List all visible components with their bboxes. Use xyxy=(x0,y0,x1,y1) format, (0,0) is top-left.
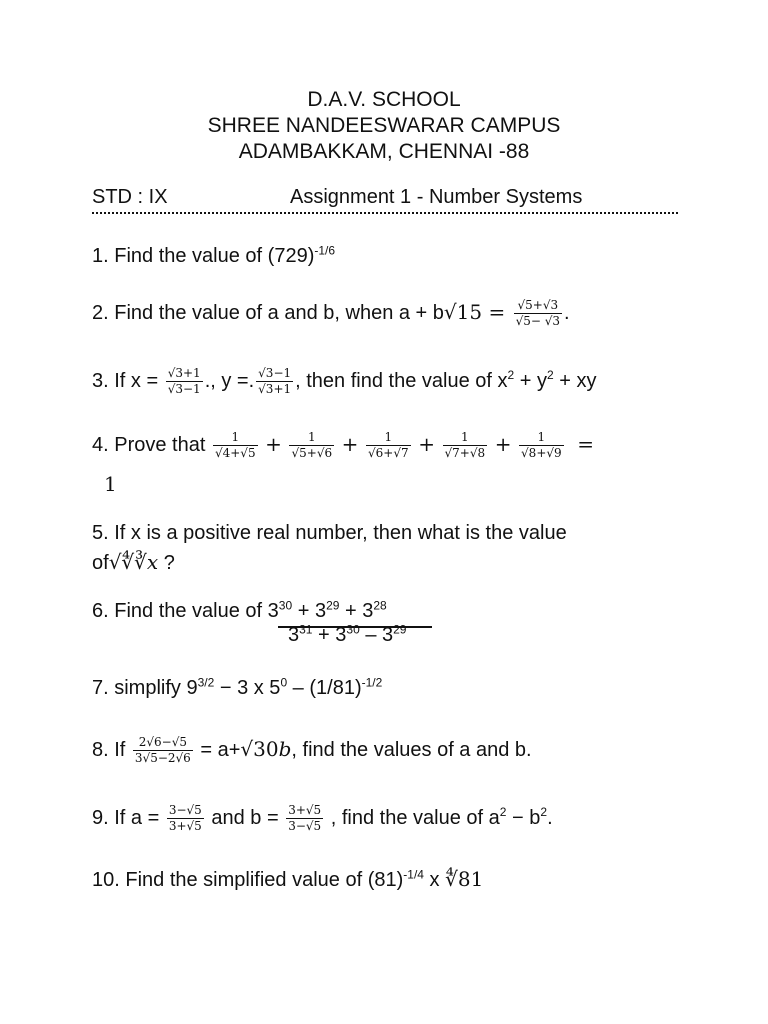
header-divider xyxy=(92,212,678,214)
school-address: ADAMBAKKAM, CHENNAI -88 xyxy=(238,140,530,163)
question-7: 7. simplify $9^{3/2} - 3$ x $5^0 - (1/81)^{-1/2}$ xyxy=(92,675,383,699)
fraction: $\frac{1}{√5+√6}$ xyxy=(291,430,333,460)
question-8: 8. If $\frac{2√6-√5}{3√5-2√6}$ = a+√30b, find the values of a and b. xyxy=(92,735,532,765)
fraction: $\frac{3-√5}{3+√5}$ xyxy=(168,803,202,833)
campus-name: SHREE NANDEESWARAR CAMPUS xyxy=(207,114,561,137)
fraction: $\frac{1}{√4+√5}$ xyxy=(214,430,256,460)
fraction: $\frac{√3+1}{√3-1}$ xyxy=(167,366,201,396)
assignment-title: Assignment 1 - Number Systems xyxy=(290,186,583,208)
fraction: $\frac{1}{√7+√8}$ xyxy=(444,430,486,460)
question-5-line-2: of√∜∛x ? xyxy=(92,550,175,574)
question-4: 4. Prove that $\frac{1}{√4+√5}$ + $\frac{1}{√5+√6}$ + $\frac{1}{√6+√7}$ + $\frac{1}{√7+√8}$ + $\frac{1}{√8+√9}$ = xyxy=(92,430,594,460)
question-3: 3. If x = $\frac{√3+1}{√3-1}$ ., y =. $\frac{√3-1}{√3+1}$ , then find the value of $x^2 + y^2$ + xy xyxy=(92,366,597,396)
question-10: 10. Find the simplified value of $(81)^{-1/4}$ x ∜81 xyxy=(92,867,484,891)
fraction: $\frac{√3-1}{√3+1}$ xyxy=(258,366,292,396)
question-4-result: 1 xyxy=(104,472,117,496)
question-9: 9. If a = $\frac{3-√5}{3+√5}$ and b = $\frac{3+√5}{3-√5}$ , find the value of $a^2 - b^2$. xyxy=(92,803,553,833)
question-2: 2. Find the value of a and b, when a + b√15 = $\frac{√5+√3}{√5- √3}$ . xyxy=(92,298,570,328)
school-name: D.A.V. SCHOOL xyxy=(307,88,461,111)
fraction: $\frac{√5+√3}{√5- √3}$ xyxy=(515,298,561,328)
fraction: $\frac{3+√5}{3-√5}$ xyxy=(288,803,322,833)
question-6-denominator: $3^{31} + 3^{30} - 3^{29}$ xyxy=(288,622,407,646)
fraction: $\frac{2√6-√5}{3√5-2√6}$ xyxy=(134,735,191,765)
std-label: STD : IX xyxy=(92,186,168,208)
fraction: $\frac{1}{√8+√9}$ xyxy=(521,430,562,460)
question-6: 6. Find the value of $3^{30} + 3^{29} + 3^{28}$ xyxy=(92,598,387,622)
question-1: 1. Find the value of $(729)^{-1/6}$ xyxy=(92,243,336,267)
fraction: $\frac{1}{√6+√7}$ xyxy=(368,430,409,460)
question-5-line-1: 5. If x is a positive real number, then what is the value xyxy=(92,522,567,544)
